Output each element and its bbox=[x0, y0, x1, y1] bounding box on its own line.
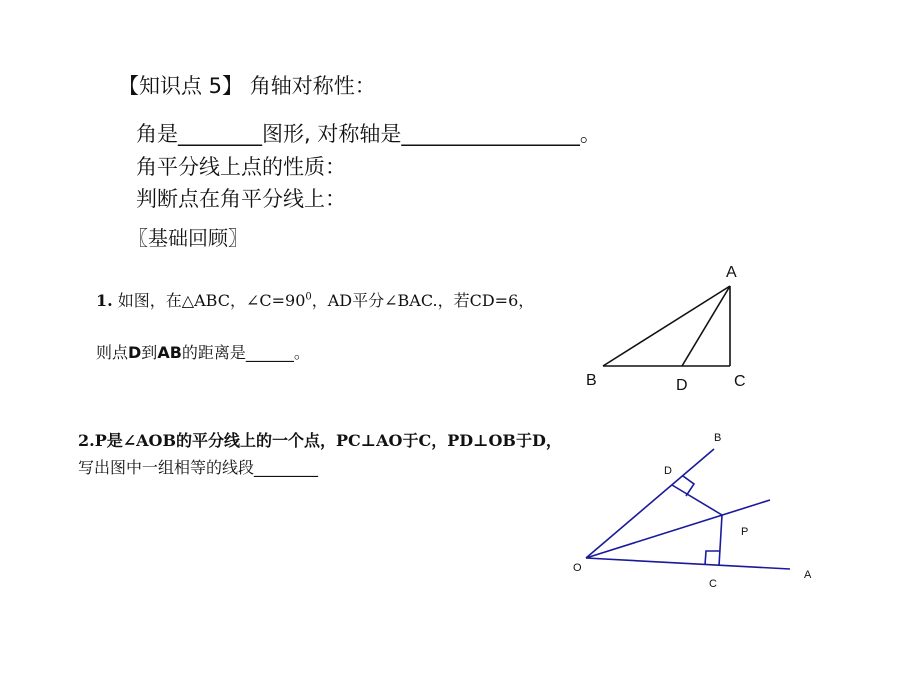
q1-line2-c: 的距离是______。 bbox=[181, 343, 310, 362]
perpendicular-pd bbox=[672, 485, 722, 515]
label-p: P bbox=[741, 526, 749, 538]
symmetry-statement: 角是________图形, 对称轴是_________________。 bbox=[136, 122, 601, 146]
basic-review-heading: 〖基础回顾〗 bbox=[128, 226, 248, 250]
ray-oa bbox=[586, 558, 790, 569]
question-1-degree-sup: 0 bbox=[305, 291, 312, 303]
bisector-property-line: 角平分线上点的性质： bbox=[136, 155, 346, 179]
q1-line2-d: D bbox=[128, 343, 142, 362]
q1-line2-a: 则点 bbox=[96, 343, 129, 362]
q1-line2-b: 到 bbox=[141, 343, 158, 362]
angle-figure bbox=[586, 449, 790, 569]
perpendicular-pc bbox=[719, 515, 722, 566]
question-1-number: 1. bbox=[96, 291, 113, 310]
label-a: A bbox=[726, 264, 737, 281]
right-angle-mark-c bbox=[705, 551, 720, 565]
label-foot-c: C bbox=[709, 578, 717, 590]
label-b: B bbox=[586, 372, 597, 389]
ray-ob bbox=[586, 449, 714, 558]
triangle-figure bbox=[603, 286, 730, 366]
label-ray-a: A bbox=[804, 569, 812, 581]
label-o: O bbox=[573, 562, 582, 574]
question-2-line-2: 写出图中一组相等的线段________ bbox=[78, 458, 319, 477]
q1-line2-ab: AB bbox=[157, 343, 182, 362]
bisector-judgement-line: 判断点在角平分线上： bbox=[136, 187, 346, 211]
knowledge-heading: 【知识点 5】 角轴对称性： bbox=[118, 74, 376, 98]
label-foot-d: D bbox=[664, 465, 672, 477]
label-d: D bbox=[676, 377, 688, 394]
side-ab bbox=[603, 286, 730, 366]
bisector-ad bbox=[682, 286, 730, 366]
label-ray-b: B bbox=[714, 432, 722, 444]
question-2-line-1: 2.P是∠AOB的平分线上的一个点，PC⊥AO于C，PD⊥OB于D， bbox=[78, 431, 562, 450]
question-1-text-a: 如图，在△ABC，∠C=90 bbox=[117, 291, 306, 310]
question-1-text-b: ，AD平分∠BAC.，若CD=6， bbox=[311, 291, 535, 310]
label-c: C bbox=[734, 373, 746, 390]
